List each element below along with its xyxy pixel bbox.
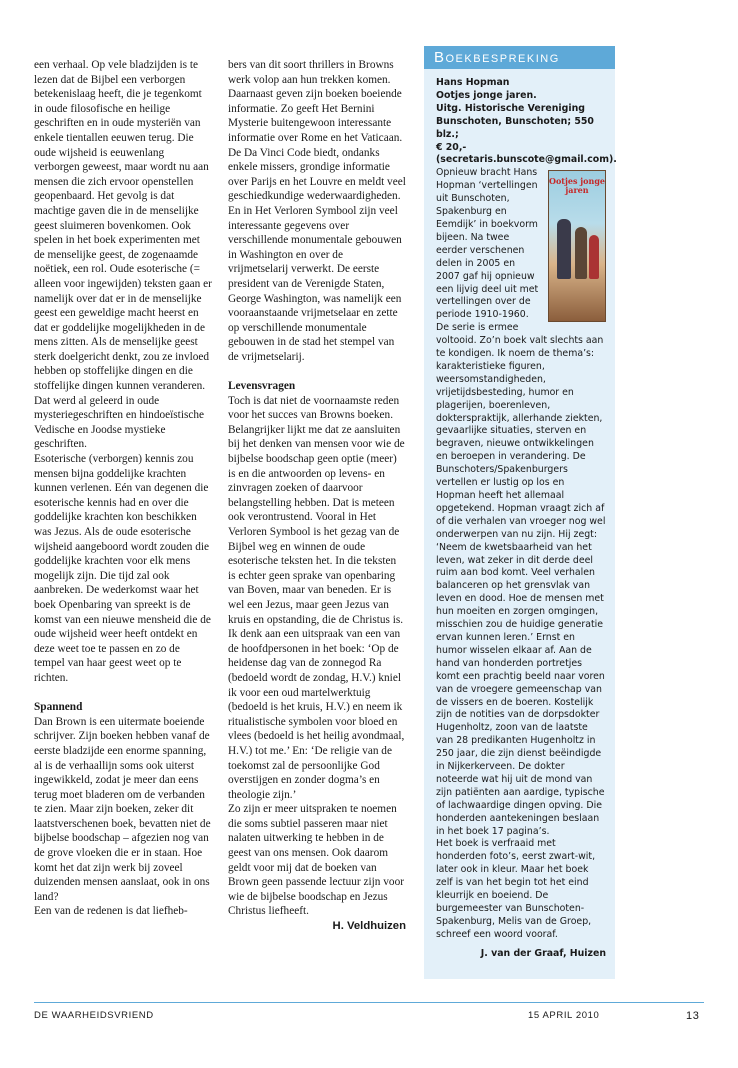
column1-paragraph-2: Esoterische (verborgen) kennis zou mensen bijna goddelijke krachten kunnen verlenen. Eén van degenen die esoterische kennis had en over die goddelijke krachten kon beschikken was Jezus. Als de oude esoterische wijsheid aangeboord wordt zouden die goddelijke krachten voor elk mens mogelijk zijn. Die tijd zal ook aanbreken. De wederkomst waar het boek Openbaring van spreekt is de komst van een nieuwe mensheid die de oude wijsheid weer heeft ontdekt en deze weet toe te passen en zo de tempel van haar geest weet op te richten. bbox=[34, 453, 211, 684]
review-paragraph-2: Het boek is verfraaid met honderden foto’s, eerst zwart-wit, later ook in kleur. Maar het boek zelf is van het begin tot het eind kleurrijk en boeiend. De burgemeester van Bunschoten-Spakenburg, Melis van de Groep, schreef een woord vooraf. bbox=[436, 838, 596, 940]
footer-divider bbox=[34, 1002, 704, 1003]
article-column-1 bbox=[34, 58, 212, 919]
book-cover-figure bbox=[589, 235, 599, 279]
review-publisher: Uitg. Historische Vereniging Bunschoten, Bunschoten; 550 blz.; bbox=[436, 102, 594, 140]
review-signature: J. van der Graaf, Huizen bbox=[480, 947, 606, 959]
review-book-title: Ootjes jonge jaren. bbox=[436, 89, 537, 101]
review-author: Hans Hopman bbox=[436, 77, 510, 88]
column2-paragraph-3: Zo zijn er meer uitspraken te noemen die soms subtiel passeren maar niet nalaten uitwerking te hebben in de geest van ons mensen. Ook daarom geldt voor mij dat de boeken van Brown geen passende lectuur zijn voor wie de bijbelse boodschap en Jezus Christus liefheeft. bbox=[228, 803, 404, 918]
section-heading-spannend: Spannend bbox=[34, 701, 83, 714]
column1-paragraph-4: Een van de redenen is dat liefheb- bbox=[34, 905, 188, 918]
footer-page-number: 13 bbox=[686, 1010, 700, 1022]
footer-publication-name: DE WAARHEIDSVRIEND bbox=[34, 1010, 154, 1021]
section-heading-levensvragen: Levensvragen bbox=[228, 380, 296, 393]
article-author-signature: H. Veldhuizen bbox=[332, 920, 406, 933]
column2-paragraph-2: Toch is dat niet de voornaamste reden voor het succes van Browns boeken. Belangrijker lijkt me dat ze aansluiten bij het denken van mensen voor wie de bijbelse boodschap geen optie (meer) is en die antwoorden op levens- en zinvragen zoeken of daarvoor belangstelling hebben. Dat is meteen ook verontrustend. Vooral in Het Verloren Symbool is het gezag van de Bijbel weg en winnen de oude esoterische teksten het. In die teksten is echter geen sprake van openbaring van Boven, maar van beneden. Er is wel een Jezus, maar geen Jezus van kruis en opstanding, die de Christus is. Ik denk aan een uitspraak van een van de hoofdpersonen in het boek: ‘Op de heidense dag van de zonnegod Ra (bedoeld wordt de zondag, H.V.) kniel ik voor een oud martelwerktuig (bedoeld is het kruis, H.V.) en neem ik ritualistische symbolen voor bloed en vlees (bedoeld is het heilig avondmaal, H.V.) tot me.’ En: ‘De religie van de toekomst zal de persoonlijke God overstijgen en zonder dogma’s en theologie zijn.’ bbox=[228, 394, 405, 801]
book-review-sidebar bbox=[424, 46, 615, 979]
column2-paragraph-1: bers van dit soort thrillers in Browns werk volop aan hun trekken komen. Daarnaast geven zijn boeken boeiende informatie. Zo geeft Het Bernini Mysterie buitengewoon interessante informatie over Rome en het Vaticaan. De Da Vinci Code biedt, ondanks enkele missers, grondige informatie over Parijs en het Louvre en meldt veel geschiedkundige wederwaardigheden. En in Het Verloren Symbool zijn veel interessante gegevens over verschillende monumentale gebouwen in Washington en over de vrijmetselarij verwerkt. De eerste president van de Verenigde Staten, George Washington, was namelijk een vooraanstaande vrijmetselaar en zette op verschillende monumentale gebouwen in de stad het stempel van de vrijmetselarij. bbox=[228, 59, 406, 363]
article-column-2 bbox=[228, 58, 406, 934]
book-review-header: Boekbespreking bbox=[424, 47, 615, 69]
book-cover-image bbox=[548, 170, 606, 322]
column1-paragraph-3: Dan Brown is een uitermate boeiende schrijver. Zijn boeken hebben vanaf de eerste bladzijde een enorme spanning, al is de verhaallijn soms ook uiterst ingewikkeld, zodat je meer dan eens terug moet bladeren om de verbanden te zien. Maar zijn boeken, zeker dit laatstverschenen boek, bevatten niet de bijbelse boodschap – afgezien nog van de grove vloeken die er in staan. Hoe komt het dat zijn werk bij zoveel duizenden mensen aanslaat, ook in ons land? bbox=[34, 715, 211, 903]
book-cover-title: Ootjes jonge jaren bbox=[549, 176, 606, 196]
footer-date: 15 APRIL 2010 bbox=[528, 1010, 600, 1021]
review-price-contact: € 20,- (secretaris.bunscote@gmail.com). bbox=[436, 141, 617, 166]
book-cover-figure bbox=[575, 227, 587, 279]
book-review-body bbox=[436, 77, 617, 961]
column1-paragraph-1: een verhaal. Op vele bladzijden is te lezen dat de Bijbel een verborgen betekenislaag heeft, die je tegenkomt in oude filosofische en heilige geschriften en in oude mysteriën van enkele tientallen eeuwen terug. Die oude wijsheid is eeuwenlang verborgen geweest, maar wordt nu aan mensen die zich ervoor openstellen geopenbaard. Het gevolg is dat machtige gaven die in de menselijke geest sluimeren bovenkomen. Ook spelen in het boek experimenten met de menselijke geest, de zogenaamde noëtiek, een rol. Oude esoterische (= alleen voor ingewijden) teksten gaan er namelijk over dat er in de menselijke geest een geweldige macht heerst en dat er goddelijke mogelijkheden in de mens zitten. Als de menselijke geest sterk doelgericht denkt, zou ze invloed hebben op stoffelijke dingen en die stoffelijke dingen kunnen veranderen. Dat werd al geleerd in oude mysteriegeschriften en hindoeïstische Vedische en Joodse mystieke geschriften. bbox=[34, 59, 212, 451]
book-cover-figure bbox=[557, 219, 571, 279]
review-paragraph-1: Opnieuw bracht Hans Hopman ‘vertellingen uit Bunschoten, Spakenburg en Eemdijk’ in boekvorm bijeen. Na twee eerder verschenen delen in 2005 en 2007 gaf hij opnieuw een lijvig deel uit met vertellingen over de periode 1910-1960. De serie is ermee voltooid. Zo’n boek valt slechts aan te kondigen. Ik noem de thema’s: karakteristieke figuren, weersomstandigheden, vrijetijdsbesteding, humor en plagerijen, boerenleven, dokterspraktijk, allerhande ziekten, gevaarlijke situaties, sterven en begraven, nieuwe ontwikkelingen en beroepen in verandering. De Bunschoters/Spakenburgers vertellen er lustig op los en Hopman heeft het allemaal opgetekend. Hopman vraagt zich af of die verhalen van vroeger nog wel onderwerpen van nu zijn. Hij zegt: ‘Neem de kwetsbaarheid van het leven, wat zeker in dit derde deel ruim aan bod komt. Veel verhalen balanceren op het grensvlak van leven en dood. Hoe de mensen met hun moeiten en zorgen omgingen, misschien zou de huidige generatie ervan kunnen leren.’ Ernst en humor wisselen elkaar af. Aan de hand van honderden portretjes komt een prachtig beeld naar voren van de vroegere gemeenschap van de vissers en de boeren. Kostelijk zijn de notities van de dorpsdokter Hugenholtz, zoon van de laatste van 28 predikanten Hugenholtz in 250 jaar, die zijn dienst beëindigde in Nijkerkerveen. De dokter noteerde wat hij uit de mond van zijn patiënten aan aardige, typische of lachwaardige dingen opving. Die honderden aantekeningen beslaan in het boek 17 pagina’s. bbox=[436, 167, 606, 837]
